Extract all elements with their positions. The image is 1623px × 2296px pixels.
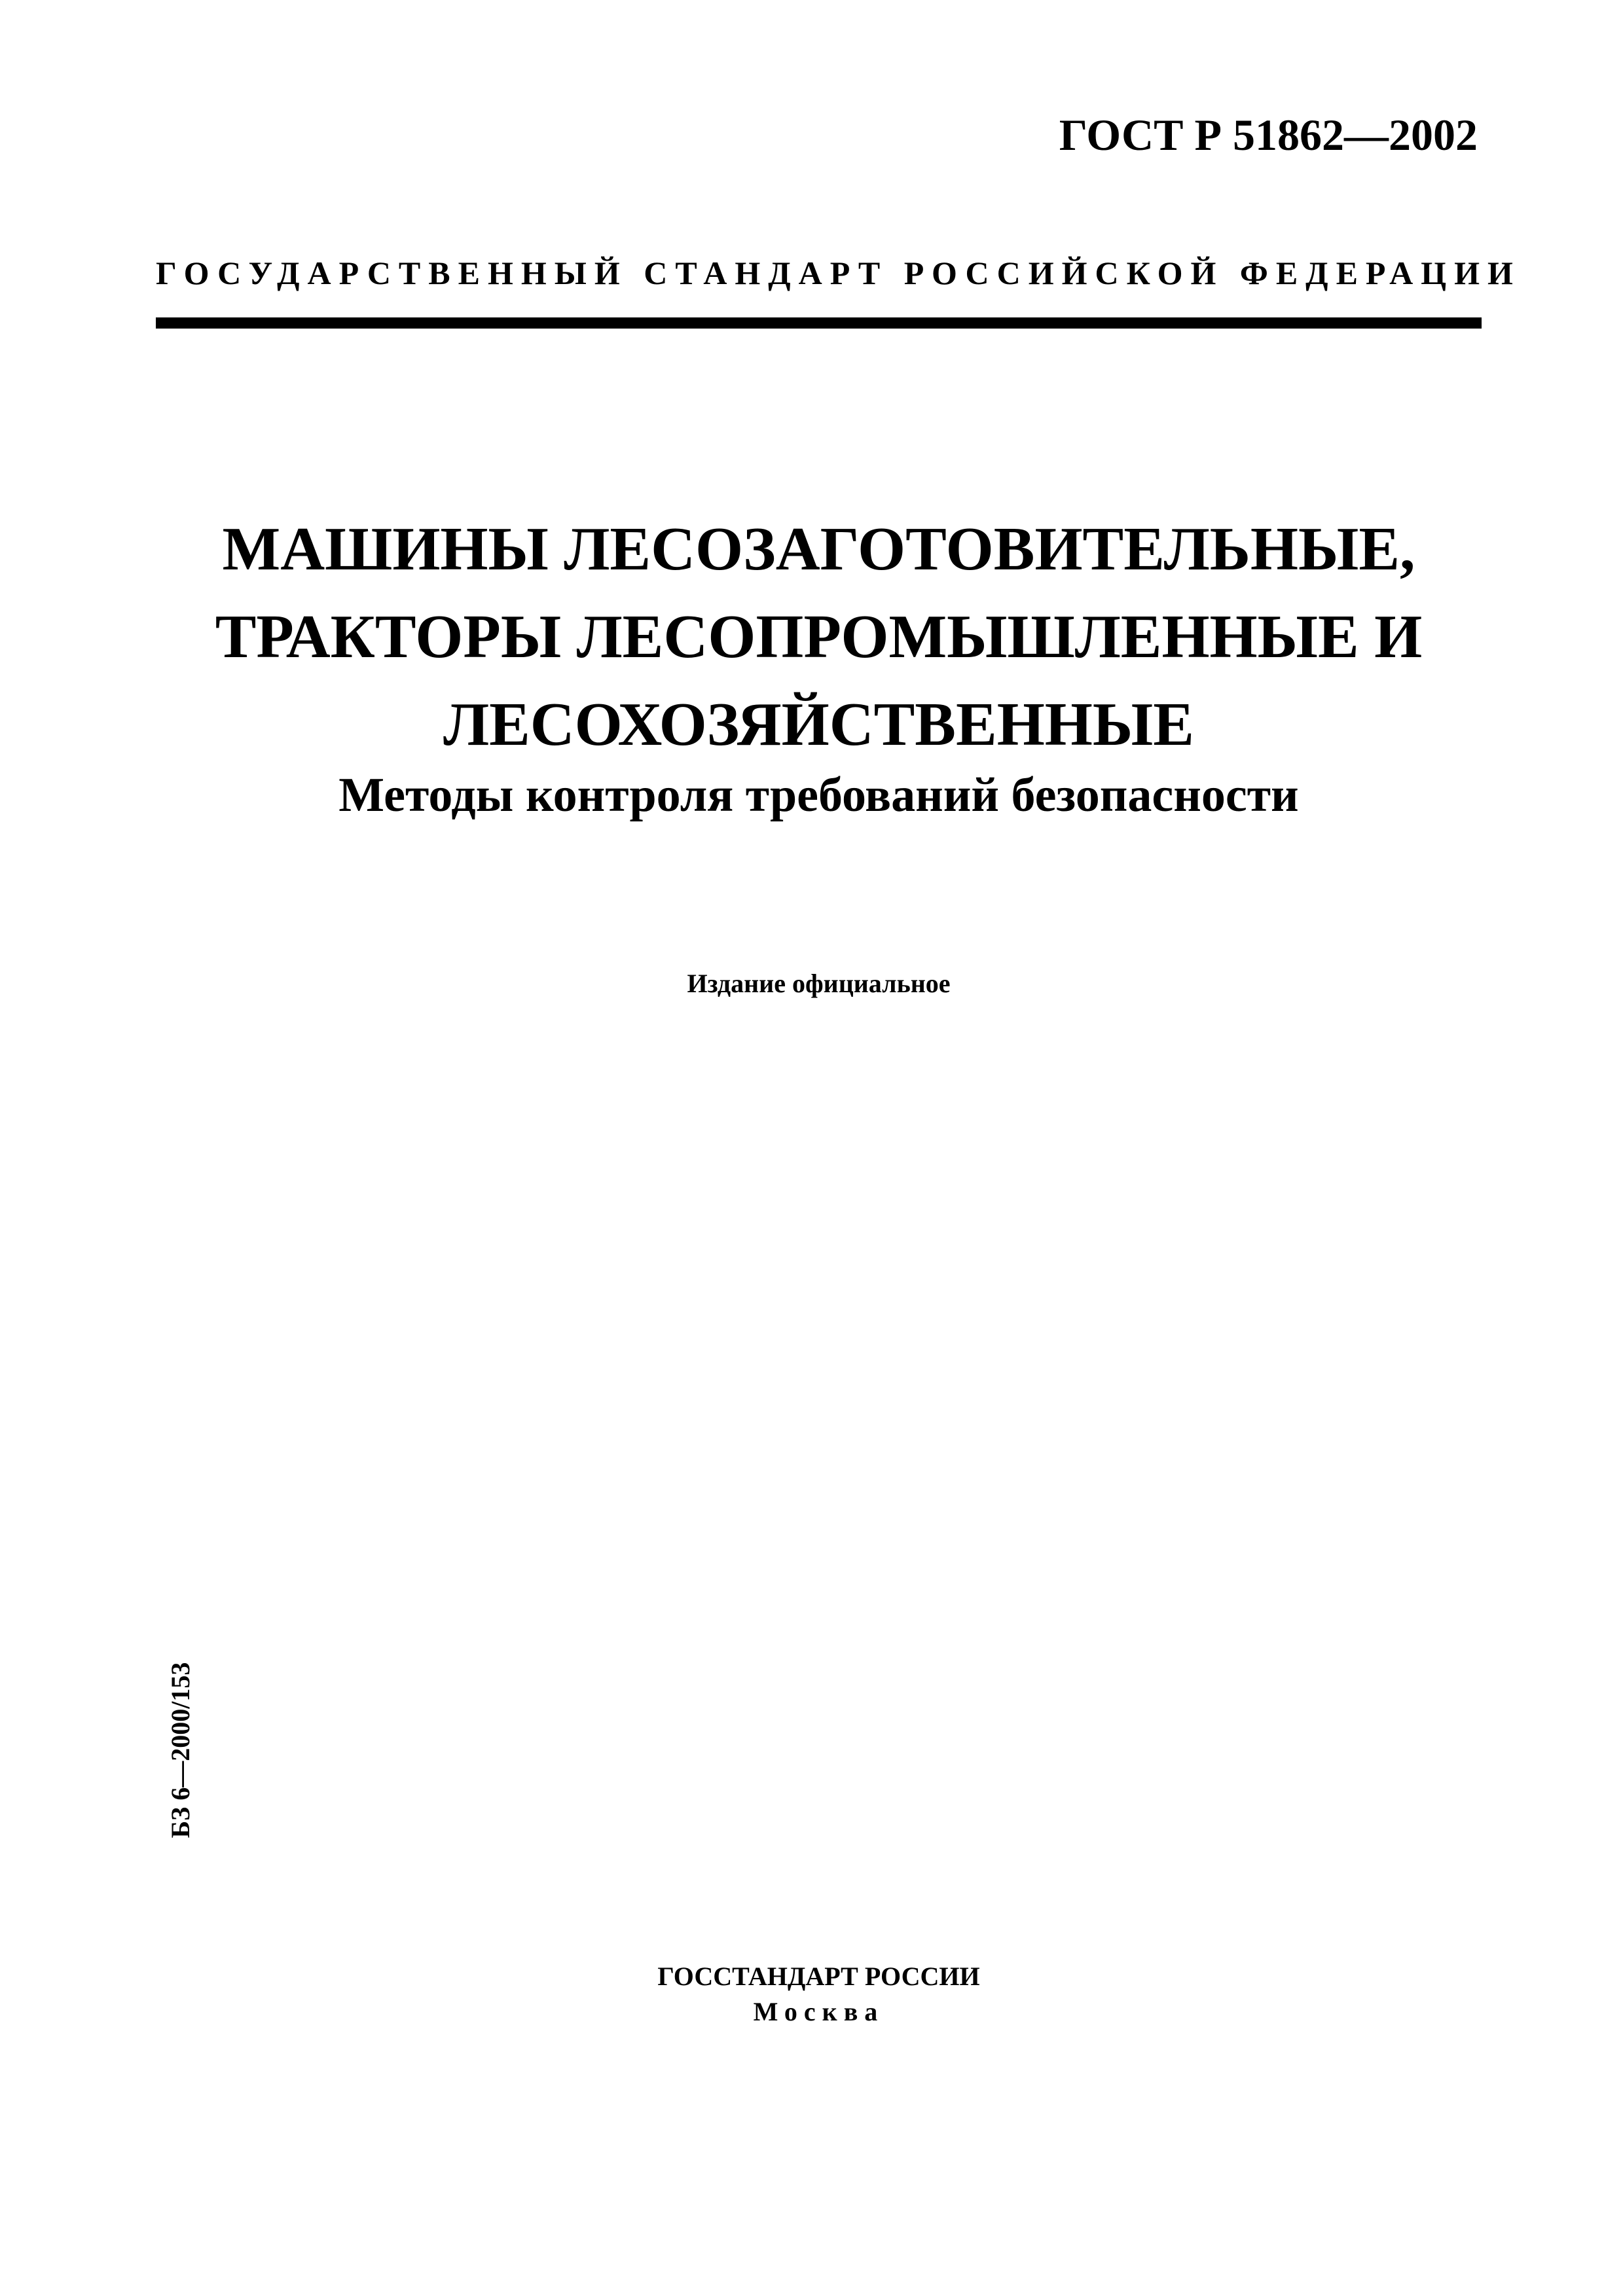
standard-header: ГОСУДАРСТВЕННЫЙ СТАНДАРТ РОССИЙСКОЙ ФЕДЕРАЦИИ xyxy=(156,255,1521,291)
document-number: ГОСТ Р 51862—2002 xyxy=(1059,110,1478,160)
publisher-name: ГОССТАНДАРТ РОССИИ xyxy=(657,1962,980,1991)
title-line-3: ЛЕСОХОЗЯЙСТВЕННЫЕ xyxy=(443,691,1194,759)
side-code: БЗ 6—2000/153 xyxy=(166,1662,195,1839)
title-line-1: МАШИНЫ ЛЕСОЗАГОТОВИТЕЛЬНЫЕ, xyxy=(222,515,1415,583)
title-line-2: ТРАКТОРЫ ЛЕСОПРОМЫШЛЕННЫЕ И xyxy=(215,603,1423,671)
edition-label: Издание официальное xyxy=(687,969,951,998)
publisher-city: Москва xyxy=(753,1997,884,2026)
header-rule xyxy=(156,317,1482,329)
document-title xyxy=(156,505,1482,768)
document-subtitle: Методы контроля требований безопасности xyxy=(338,768,1299,822)
